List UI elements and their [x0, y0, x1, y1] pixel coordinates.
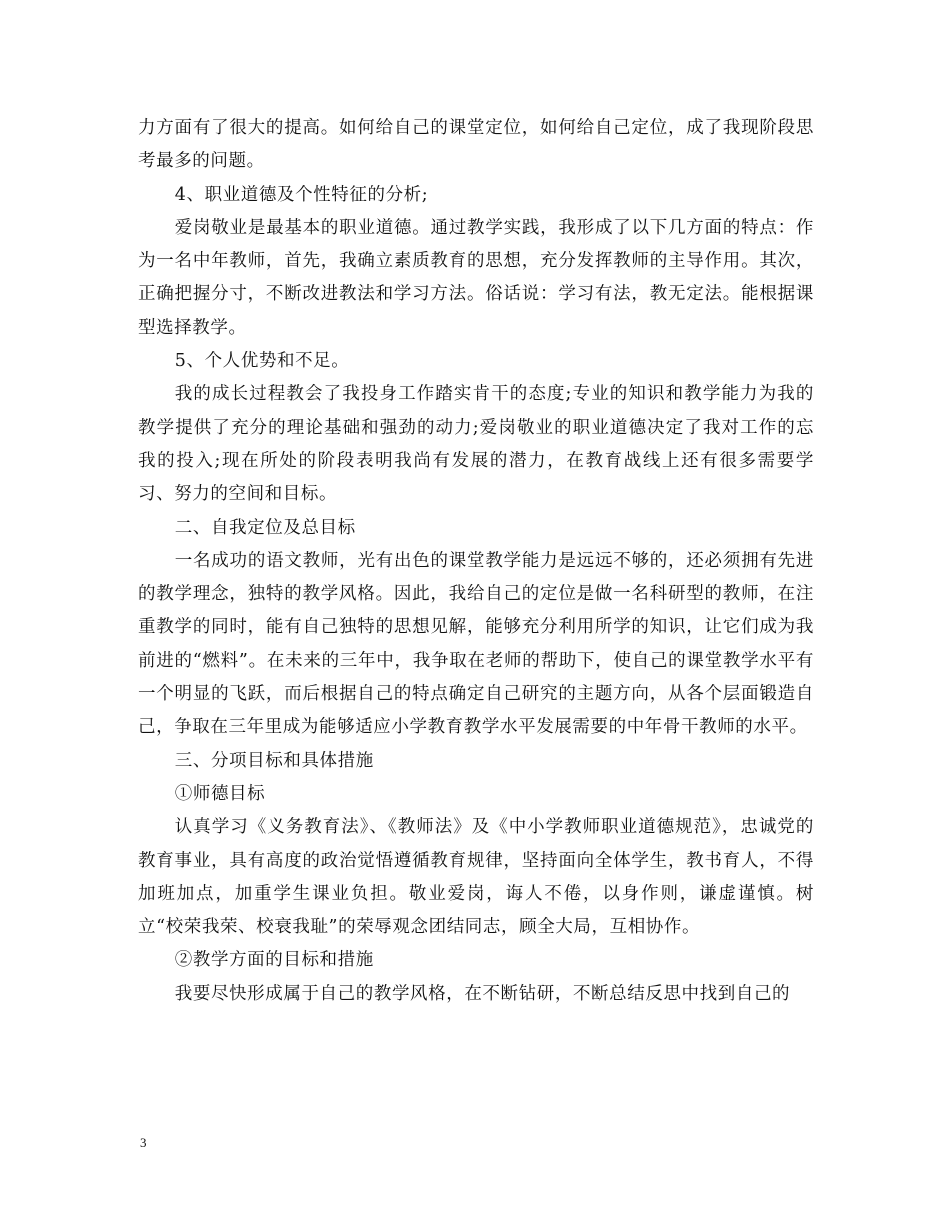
- heading-ethics-goal: ①师德目标: [174, 783, 266, 804]
- heading-professional-ethics: 4、职业道德及个性特征的分析;: [174, 184, 429, 205]
- page-number: 3: [140, 1135, 147, 1150]
- heading-strengths-weaknesses: 5、个人优势和不足。: [174, 351, 350, 372]
- body-text: [138, 112, 814, 1011]
- paragraph-continuation: 力方面有了很大的提高。如何给自己的课堂定位，如何给自己定位，成了我现阶段思考最多的问题。: [138, 118, 814, 172]
- paragraph-strengths: 我的成长过程教会了我投身工作踏实肯干的态度;专业的知识和教学能力为我的教学提供了充分的理论基础和强劲的动力;爱岗敬业的职业道德决定了我对工作的忘我的投入;现在所处的阶段表明我尚有发展的潜力，在教育战线上还有很多需要学习、努力的空间和目标。: [138, 384, 814, 505]
- heading-sub-goals: 三、分项目标和具体措施: [174, 750, 374, 771]
- heading-teaching-goal: ②教学方面的目标和措施: [174, 950, 374, 971]
- paragraph-teaching-goal: 我要尽快形成属于自己的教学风格，在不断钻研，不断总结反思中找到自己的: [174, 983, 791, 1004]
- paragraph-ethics: 爱岗敬业是最基本的职业道德。通过教学实践，我形成了以下几方面的特点：作为一名中年教师，首先，我确立素质教育的思想，充分发挥教师的主导作用。其次，正确把握分寸，不断改进教法和学习方法。俗话说：学习有法，教无定法。能根据课型选择教学。: [138, 217, 814, 338]
- paragraph-positioning: 一名成功的语文教师，光有出色的课堂教学能力是远远不够的，还必须拥有先进的教学理念，独特的教学风格。因此，我给自己的定位是做一名科研型的教师，在注重教学的同时，能有自己独特的思想见解，能够充分利用所学的知识，让它们成为我前进的“燃料”。在未来的三年中，我争取在老师的帮助下，使自己的课堂教学水平有一个明显的飞跃，而后根据自己的特点确定自己研究的主题方向，从各个层面锻造自己，争取在三年里成为能够适应小学教育教学水平发展需要的中年骨干教师的水平。: [138, 550, 814, 738]
- paragraph-ethics-goal: 认真学习《义务教育法》、《教师法》及《中小学教师职业道德规范》，忠诚党的教育事业，具有高度的政治觉悟遵循教育规律，坚持面向全体学生，教书育人，不得加班加点，加重学生课业负担。敬业爱岗，诲人不倦，以身作则，谦虚谨慎。树立“校荣我荣、校衰我耻”的荣辱观念团结同志，顾全大局，互相协作。: [138, 817, 814, 938]
- heading-self-positioning: 二、自我定位及总目标: [174, 517, 356, 538]
